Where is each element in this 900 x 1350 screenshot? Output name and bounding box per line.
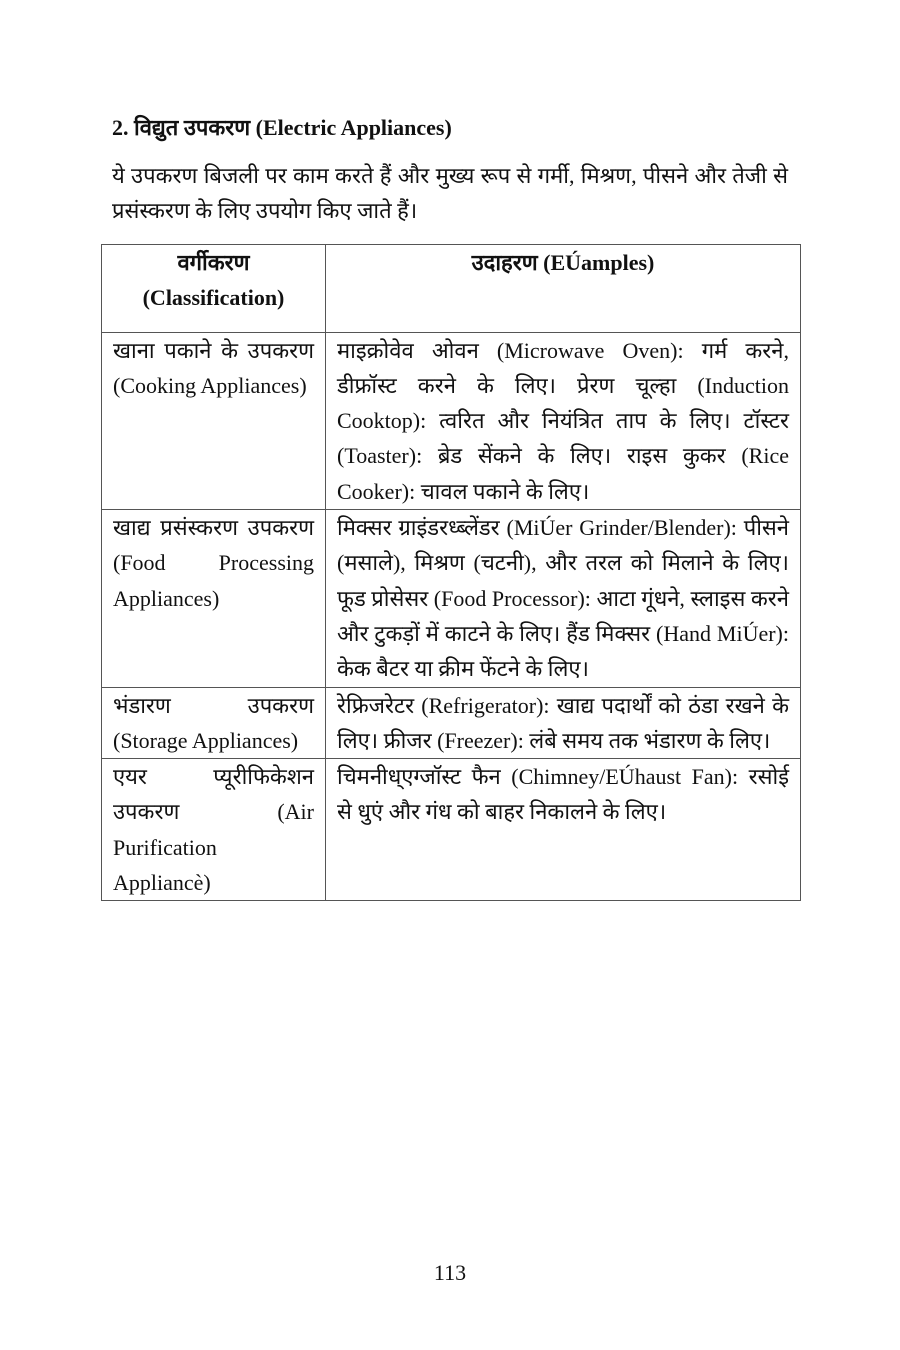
table-row <box>102 759 801 901</box>
header-classification <box>102 245 326 333</box>
page-content <box>112 110 800 901</box>
section-heading: 2. विद्युत उपकरण (Electric Appliances) <box>112 115 452 140</box>
table-row <box>102 510 801 687</box>
table-row <box>102 332 801 509</box>
examples-cell: चिमनीध्एग्जॉस्ट फैन (Chimney/EÚhaust Fan): रसोई से धुएं और गंध को बाहर निकालने के लिए। <box>326 759 801 901</box>
classification-cell: एयर प्यूरीफिकेशन उपकरण (Air Purification Appliancè) <box>102 759 326 901</box>
appliances-table <box>101 244 801 901</box>
classification-cell: खाद्य प्रसंस्करण उपकरण (Food Processing Appliances) <box>102 510 326 687</box>
section-intro: ये उपकरण बिजली पर काम करते हैं और मुख्य रूप से गर्मी, मिश्रण, पीसने और तेजी से प्रसंस्करण के लिए उपयोग किए जाते हैं। <box>112 163 788 223</box>
header-examples: उदाहरण (EÚamples) <box>326 245 801 333</box>
header-classification-english: (Classification) <box>142 285 285 311</box>
classification-cell: खाना पकाने के उपकरण (Cooking Appliances) <box>102 332 326 509</box>
examples-cell: माइक्रोवेव ओवन (Microwave Oven): गर्म करने, डीफ्रॉस्ट करने के लिए। प्रेरण चूल्हा (Induction Cooktop): त्वरित और नियंत्रित ताप के लिए। टॉस्टर (Toaster): ब्रेड सेंकने के लिए। राइस कुकर (Rice Cooker): चावल पकाने के लिए। <box>326 332 801 509</box>
table-header-row <box>102 245 801 333</box>
table-row <box>102 687 801 759</box>
page-number: 113 <box>433 1260 467 1285</box>
examples-cell: मिक्सर ग्राइंडरध्ब्लेंडर (MiÚer Grinder/Blender): पीसने (मसाले), मिश्रण (चटनी), और तरल को मिलाने के लिए। फूड प्रोसेसर (Food Processor): आटा गूंधने, स्लाइस करने और टुकड़ों में काटने के लिए। हैंड मिक्सर (Hand MiÚer): केक बैटर या क्रीम फेंटने के लिए। <box>326 510 801 687</box>
header-classification-hindi: वर्गीकरण <box>177 250 250 275</box>
classification-cell: भंडारण उपकरण (Storage Appliances) <box>102 687 326 759</box>
examples-cell: रेफ्रिजरेटर (Refrigerator): खाद्य पदार्थों को ठंडा रखने के लिए। फ्रीजर (Freezer): लंबे समय तक भंडारण के लिए। <box>326 687 801 759</box>
